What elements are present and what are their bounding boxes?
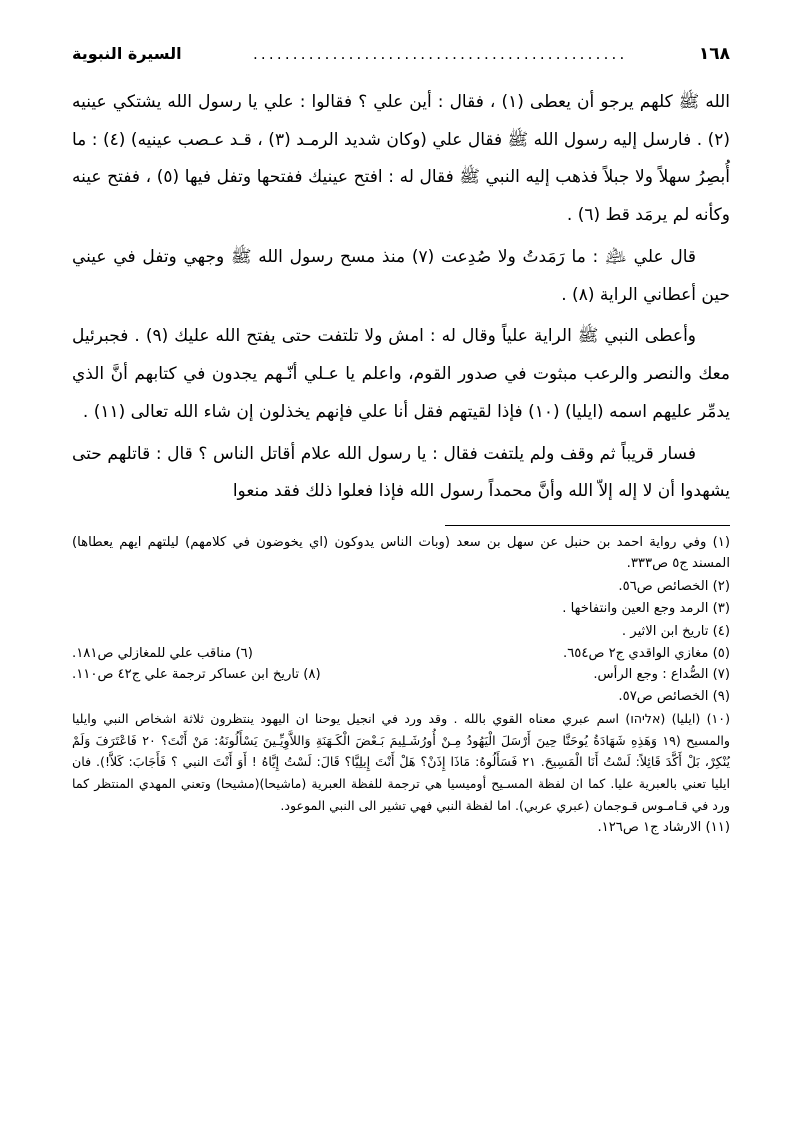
page-number: ١٦٨ — [698, 44, 730, 64]
footnote-row — [72, 643, 730, 664]
footnotes-section — [72, 532, 730, 839]
footnote-item: (١١) الارشاد ج١ ص١٢٦. — [597, 820, 730, 836]
footnote-item: (٨) تاريخ ابن عساكر ترجمة علي ج٤٢ ص١١٠. — [72, 667, 321, 683]
footnote-item-long: (١٠) (ايليا) (אליהו) اسم عبري معناه القوي بالله . وقد ورد في انجيل يوحنا ان اليهود ينتظرون ثلاثة اشخاص النبي وايليا والمسيح (١٩ وَهَذِهِ شَهَادَةُ يُوحَنَّا حِينَ أَرْسَلَ الْيَهُودُ مِـنْ أُورُشَـلِيمَ بَـعْضَ الْكَـهَنَةِ وَاللاَّوِيِّـينَ يَسْأَلُونَهُ: مَنْ أَنْتَ؟ ٢٠ فَاعْتَرَفَ وَلَمْ يُنْكِرْ، بَلْ أَكَّدَ قَائِلاً: لَسْتُ أَنَا الْمَسِيحَ. ٢١ فَسَأَلُوهُ: مَاذَا إِذَنْ؟ هَلْ أَنْتَ إِيلِيَّا؟ قَالَ: لَسْتُ إِيَّاهُ ! أَوَ أَنْتَ النبي ؟ فَأَجَابَ: كَلاَّ!). فان ايليا تعني بالعبرية عليا. كما ان لفظة المسـيح أوميسيا هي ترجمة للفظة العبرية (ماشيحا)(مشيحا) وتعني المهدي المنتظر كما ورد في قـامـوس قـوجمان (عبري عربي). اما لفظة النبي فهي تشير الى النبي الموعود. — [72, 711, 731, 813]
paragraph: وأعطى النبي ﷺ الراية علياً وقال له : امش ولا تلتفت حتى يفتح الله عليك (٩) . فجبرئيل معك والنصر والرعب مبثوت في صدور القوم، واعلم يا عـلي أنّـهم يجدون في كتابهم أنَّ الذي يدمِّر عليهم اسمه (ايليا) (١٠) فإذا لقيتهم فقل أنا علي فإنهم يخذلون إن شاء الله تعالى (١١) . — [72, 326, 730, 422]
paragraph: الله ﷺ كلهم يرجو أن يعطى (١) ، فقال : أين علي ؟ فقالوا : علي يا رسول الله يشتكي عينيه (٢) . فارسل إليه رسول الله ﷺ فقال علي (وكان شديد الرمـد (٣) ، قـد عـصب عينيه) (٤) : ما أُبصِرُ سهلاً ولا جبلاً فذهب إليه النبي ﷺ فقال له : افتح عينيك ففتحها وتفل فيها (٥) ، ففتح عينه وكأنه لم يرمَد قط (٦) . — [72, 92, 731, 226]
footnote-item: (٩) الخصائص ص٥٧. — [618, 688, 730, 704]
footnote-row — [72, 664, 730, 685]
footnote-item: (٤) تاريخ ابن الاثير . — [621, 623, 730, 639]
footnote-item: (٥) مغازي الواقدي ج٢ ص٦٥٤. — [562, 645, 730, 661]
footnote-separator — [72, 525, 730, 526]
footnote-item: (٢) الخصائص ص٥٦. — [618, 578, 730, 594]
page-header — [72, 44, 730, 74]
body-text — [72, 84, 730, 511]
paragraph: قال علي ﵇ : ما رَمَدتُ ولا صُدِعت (٧) منذ مسح رسول الله ﷺ وجهي وتفل في عيني حين أعطاني الراية (٨) . — [72, 246, 730, 305]
footnote-item: (٦) مناقب علي للمغازلي ص١٨١. — [72, 645, 253, 661]
paragraph: فسار قريباً ثم وقف ولم يلتفت فقال : يا رسول الله علام أقاتل الناس ؟ قال : قاتلهم حتى يشهدوا أن لا إله إلاّ الله وأنَّ محمداً رسول الله فإذا فعلوا ذلك فقد منعوا — [72, 443, 730, 502]
book-title: السيرة النبوية — [72, 44, 182, 63]
footnote-rule — [445, 525, 730, 526]
header-dot-leader: ............................................... — [252, 47, 628, 62]
footnote-item: (٧) الصُّداع : وجع الرأس. — [593, 667, 730, 683]
footnote-item: (١) وفي رواية احمد بن حنبل عن سهل بن سعد (وبات الناس يدوكون (اي يخوضون في كلامهم) ليلتهم ايهم يعطاها) المسند ج٥ ص٣٣٣. — [72, 535, 730, 572]
footnote-item: (٣) الرمد وجع العين وانتفاخها . — [562, 601, 730, 617]
